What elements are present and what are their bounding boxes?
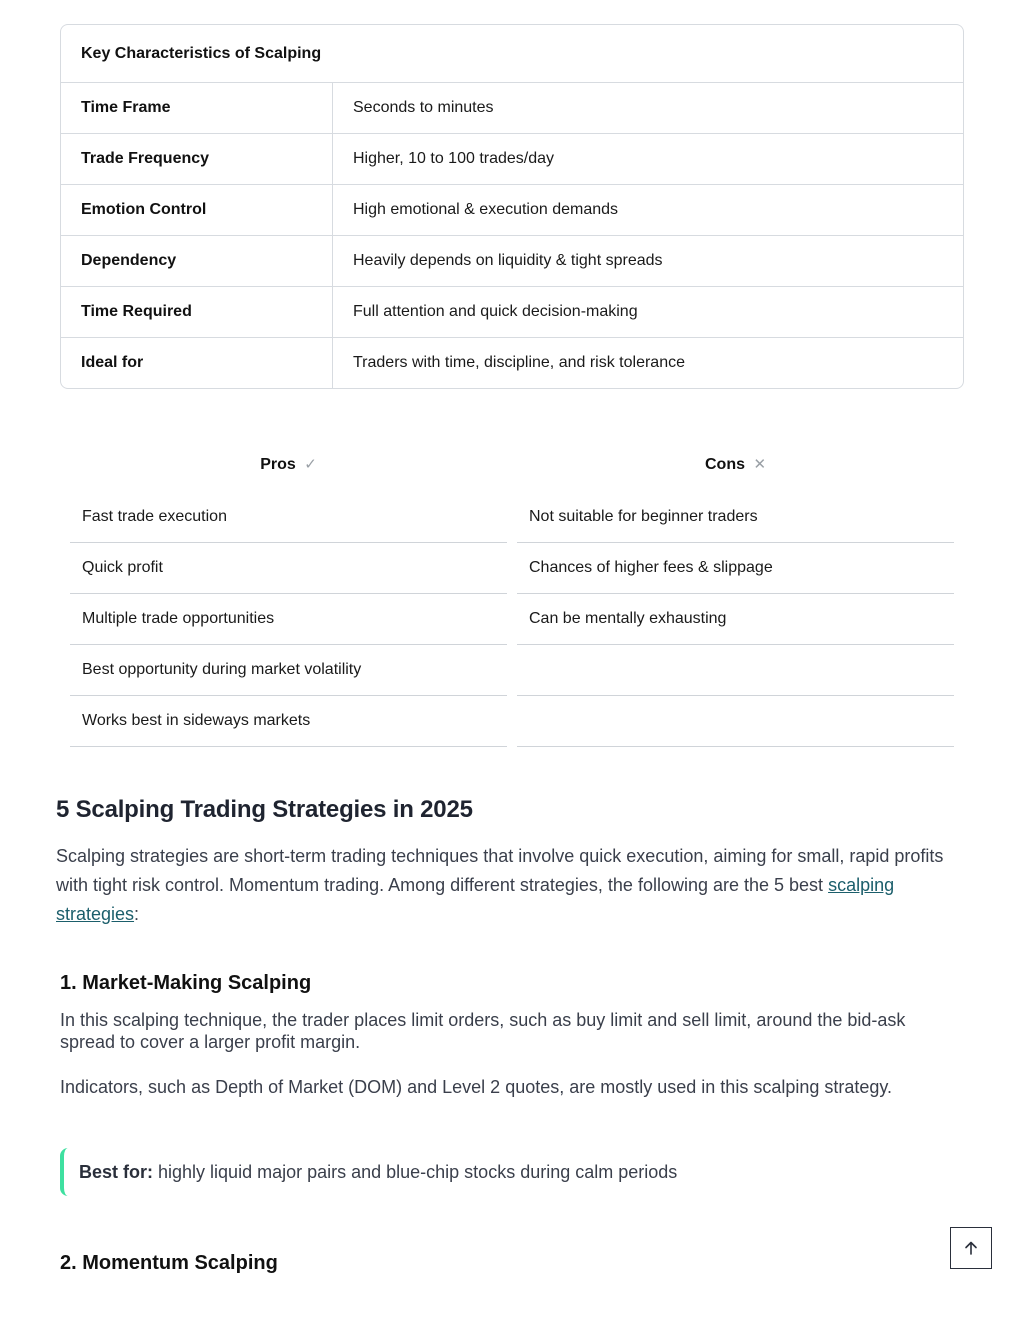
best-for-text: highly liquid major pairs and blue-chip stocks during calm periods (153, 1162, 678, 1182)
cons-item (517, 645, 954, 696)
close-icon: ✕ (753, 456, 767, 473)
cons-item: Chances of higher fees & slippage (517, 543, 954, 594)
table-row (61, 236, 963, 287)
best-for-callout (60, 1148, 900, 1196)
pros-label: Pros (260, 456, 296, 473)
table-row (61, 185, 963, 236)
table-title: Key Characteristics of Scalping (61, 25, 963, 83)
table-row (61, 134, 963, 185)
cons-column (517, 440, 954, 747)
table-row (61, 287, 963, 338)
characteristics-table (60, 24, 964, 389)
row-value: Full attention and quick decision-making (353, 303, 638, 320)
pros-item: Works best in sideways markets (70, 696, 507, 747)
row-value: High emotional & execution demands (353, 201, 619, 218)
pros-item: Best opportunity during market volatility (70, 645, 507, 696)
row-value: Heavily depends on liquidity & tight spreads (353, 252, 663, 269)
row-value: Higher, 10 to 100 trades/day (353, 150, 555, 167)
table-row (61, 338, 963, 388)
pros-cons-table (70, 440, 954, 747)
row-value: Seconds to minutes (353, 99, 494, 116)
intro-paragraph (56, 842, 976, 929)
arrow-up-icon (963, 1240, 979, 1256)
cons-item: Not suitable for beginner traders (517, 492, 954, 543)
cons-label: Cons (704, 456, 745, 473)
paragraph: Indicators, such as Depth of Market (DOM) and Level 2 quotes, are mostly used in this scalping strategy. (60, 1077, 893, 1097)
pros-item: Quick profit (70, 543, 507, 594)
scalping-strategies-link[interactable]: scalping strategies (56, 875, 895, 924)
row-label: Ideal for (61, 338, 333, 388)
pros-column (70, 440, 507, 747)
row-value: Traders with time, discipline, and risk tolerance (353, 354, 685, 371)
cons-header (517, 440, 954, 492)
row-label: Emotion Control (61, 185, 333, 235)
best-for-label: Best for: (79, 1162, 154, 1182)
subsection-heading: 2. Momentum Scalping (60, 1252, 278, 1274)
row-label: Trade Frequency (61, 134, 333, 184)
paragraph: In this scalping technique, the trader places limit orders, such as buy limit and sell limit, around the bid-ask spread to cover a larger profit margin. (60, 1010, 906, 1052)
row-label: Dependency (61, 236, 333, 286)
section-heading: 5 Scalping Trading Strategies in 2025 (56, 796, 473, 823)
intro-text: Scalping strategies are short-term trading techniques that involve quick execution, aiming for small, rapid profits with tight risk control. Momentum trading. Among different strategies, the following are the 5 best (56, 846, 944, 895)
check-icon: ✓ (304, 456, 317, 473)
pros-item: Multiple trade opportunities (70, 594, 507, 645)
subsection-heading: 1. Market-Making Scalping (60, 972, 312, 994)
cons-item: Can be mentally exhausting (517, 594, 954, 645)
table-row (61, 83, 963, 134)
back-to-top-button[interactable] (950, 1227, 992, 1269)
pros-item: Fast trade execution (70, 492, 507, 543)
pros-header (70, 440, 507, 492)
row-label: Time Frame (61, 83, 333, 133)
row-label: Time Required (61, 287, 333, 337)
cons-item (517, 696, 954, 747)
intro-end: : (134, 904, 140, 924)
